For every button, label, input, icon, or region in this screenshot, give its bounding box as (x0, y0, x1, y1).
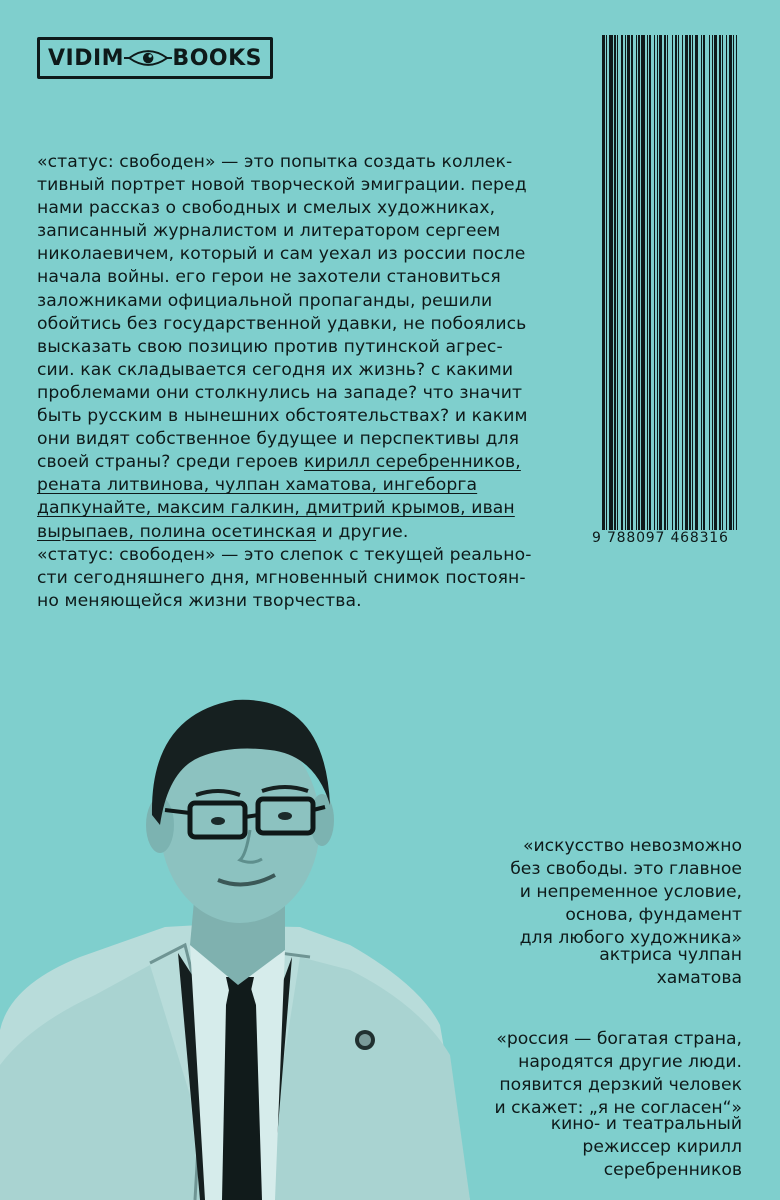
barcode-bar (649, 35, 651, 530)
barcode-bar (641, 35, 645, 530)
description-line: нами рассказ о свободных и смелых художниках, (37, 198, 496, 219)
barcode-bar (609, 35, 613, 530)
description-line: обойтись без государственной удавки, не побоялись (37, 313, 527, 334)
barcode-bar (729, 35, 732, 530)
eye-icon (124, 43, 172, 73)
isbn-barcode (602, 35, 738, 530)
quote-line: для любого художника» (519, 928, 742, 949)
quote-line: «россия — богатая страна, (496, 1029, 742, 1049)
barcode-bar (726, 35, 727, 530)
description-line: начала войны. его герои не захотели становиться (37, 267, 501, 288)
description-line: сии. как складывается сегодня их жизнь? с какими (37, 359, 514, 380)
description-line: высказать свою позицию против путинской агрес- (37, 336, 503, 357)
barcode-bar (675, 35, 677, 530)
barcode-bar (636, 35, 637, 530)
publisher-logo (37, 37, 273, 79)
quote-line: народятся другие люди. (518, 1052, 742, 1073)
author-line: режиссер кирилл (582, 1137, 742, 1158)
quote-line: основа, фундамент (565, 905, 742, 926)
barcode-bar (714, 35, 717, 530)
quote-author-khamatova (532, 944, 742, 990)
description-line (37, 497, 577, 520)
description-line (37, 451, 577, 474)
description-line: заложниками официальной пропаганды, решили (37, 290, 493, 311)
logo-word-vidim: VIDIM (48, 45, 125, 71)
description-text: и другие. (316, 521, 409, 542)
author-line: актриса чулпан (599, 945, 742, 965)
barcode-bar (703, 35, 705, 530)
quote-khamatova (472, 835, 742, 950)
barcode-bar (621, 35, 623, 530)
description-line: проблемами они столкнулись на западе? что значит (37, 382, 523, 403)
author-line: кино- и театральный (550, 1114, 742, 1134)
description-line: быть русским в нынешних обстоятельствах? и каким (37, 406, 528, 427)
barcode-bar (695, 35, 698, 530)
barcode-bar (657, 35, 658, 530)
barcode-bar (712, 35, 713, 530)
author-line: хаматова (656, 968, 742, 989)
description-line (37, 474, 577, 497)
hero-names: вырыпаев, полина осетинская (37, 521, 317, 542)
hero-names: кирилл серебренников, (303, 452, 521, 473)
description-text: своей страны? среди героев (37, 452, 304, 473)
barcode-bar (625, 35, 626, 530)
barcode-bar (701, 35, 702, 530)
barcode-bar (606, 35, 607, 530)
hero-names: дапкунайте, максим галкин, дмитрий крымов, иван (37, 498, 515, 519)
barcode-bar (682, 35, 683, 530)
barcode-bar (627, 35, 630, 530)
description-line: тивный портрет новой творческой эмиграции. перед (37, 175, 527, 196)
barcode-bar (692, 35, 693, 530)
author-line: серебренников (603, 1160, 742, 1181)
quote-line: и непременное условие, (519, 882, 742, 903)
barcode-bar (709, 35, 710, 530)
description-line: записанный журналистом и литератором сергеем (37, 221, 501, 242)
barcode-bar (667, 35, 668, 530)
description-line: но меняющейся жизни творчества. (37, 590, 362, 611)
quote-line: и скажет: „я не согласен“» (494, 1098, 742, 1119)
quote-line: «искусство невозможно (522, 836, 742, 856)
barcode-bar (654, 35, 655, 530)
barcode-bar (659, 35, 662, 530)
barcode-bar (733, 35, 734, 530)
book-description (37, 151, 577, 613)
author-portrait (0, 695, 470, 1200)
description-line: сти сегодняшнего дня, мгновенный снимок постоян- (37, 567, 526, 588)
barcode-bar (614, 35, 616, 530)
quote-line: без свободы. это главное (510, 859, 742, 880)
description-line: они видят собственное будущее и перспективы для (37, 429, 520, 450)
quote-serebrennikov (412, 1028, 742, 1120)
quote-author-serebrennikov (502, 1113, 742, 1182)
description-line: «статус: свободен» — это попытка создать коллек- (37, 152, 513, 172)
barcode-bar (685, 35, 688, 530)
logo-word-books: BOOKS (172, 45, 262, 71)
barcode-bar (689, 35, 691, 530)
barcode-bar (664, 35, 666, 530)
barcode-bar (719, 35, 721, 530)
barcode-bar (672, 35, 673, 530)
barcode-bar (722, 35, 723, 530)
hero-names: рената литвинова, чулпан хаматова, ингеборга (37, 475, 478, 496)
barcode-bar (631, 35, 633, 530)
quote-line: появится дерзкий человек (499, 1075, 742, 1096)
barcode-bar (602, 35, 605, 530)
description-line (37, 521, 577, 544)
barcode-bar (678, 35, 679, 530)
barcode-bar (736, 35, 737, 530)
barcode-bar (638, 35, 640, 530)
barcode-bar (647, 35, 648, 530)
description-line: николаевичем, который и сам уехал из россии после (37, 244, 526, 265)
description-line: «статус: свободен» — это слепок с текущей реально- (37, 544, 532, 565)
barcode-bar (617, 35, 618, 530)
isbn-number: 9 788097 468316 (592, 530, 729, 546)
